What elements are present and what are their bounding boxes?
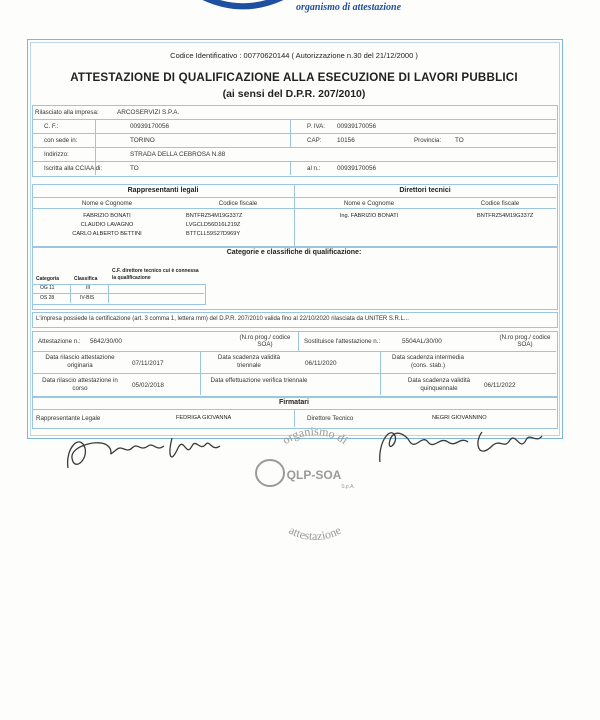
provincia-label: Provincia: [414,137,442,144]
table-row: OS 28 [40,295,55,301]
col-cf-direttore: C.F. direttore tecnico cui è connessa la qualificazione [112,268,199,281]
d4-value: 05/02/2018 [132,382,164,389]
cciaa-value: TO [130,165,139,172]
rappr-col-cf: Codice fiscale [218,200,258,207]
d1-label: Data rilascio attestazione originaria [45,354,115,369]
piva-label: P. IVA: [307,123,325,130]
d1-value: 07/11/2017 [132,360,164,367]
cf-label: C. F.: [44,123,59,130]
logo-text: organismo di attestazione [296,2,402,13]
dt-label: Direttore Tecnico [307,415,354,422]
table-row: IV-BIS [80,295,95,301]
d2-value: 06/11/2020 [305,360,337,367]
indirizzo-label: Indirizzo: [44,151,69,158]
categorie-heading: Categorie e classifiche di qualificazione: [226,249,362,256]
cf-value: 00939170056 [130,123,170,130]
nprog-label: (N.ro prog./ codice SOA) [239,334,291,348]
d5-label: Data effettuazione verifica triennale [210,377,308,384]
sost-value: 5504AL/30/00 [402,338,442,345]
codice-identificativo: Codice Identificativo : 00770620144 ( Autorizzazione n.30 del 21/12/2000 ) [170,51,418,60]
stamp-bottom-text: attestazione [286,522,344,544]
signature-rappresentante-icon [60,428,230,478]
stamp-sub-text: S.p.A. [341,484,355,490]
svg-text:organismo di [280,425,352,447]
dir-col-nome: Nome e Cognome [343,200,395,207]
d3-label: Data scadenza intermedia (cons. stab.) [392,354,464,369]
d2-label: Data scadenza validità triennale [217,354,281,369]
table-row: III [86,285,91,291]
rl-value: FEDRIGA GIOVANNA [176,415,232,421]
rilasciato-label: Rilasciato alla impresa: [35,109,99,116]
impresa-box [32,105,558,177]
table-row: BNTFRZ54M19G337Z [186,213,243,219]
cap-value: 10156 [337,137,355,144]
piva-value: 00939170056 [337,123,377,130]
aln-label: al n.: [307,165,321,172]
sost-label: Sostituisce l'attestazione n.: [304,338,381,345]
provincia-value: TO [455,137,464,144]
att-label: Attestazione n.: [38,338,81,345]
table-row: BTTCLL59S27D969Y [186,231,241,237]
cap-label: CAP: [307,137,322,144]
certificazione-text: L'impresa possiede la certificazione (art. 3 comma 1, lettera mm) del D.P.R. 207/2010 valida fino al 22/10/2020 rilasciata da UNITER S.R.L... [36,316,409,322]
document-subtitle: (ai sensi del D.P.R. 207/2010) [222,88,366,100]
table-row: OG 11 [40,285,55,291]
stamp-top-text: organismo di [279,425,351,448]
stamp-icon [250,425,380,545]
aln-value: 00939170056 [337,165,377,172]
stamp-center-text: QLP-SOA [286,468,342,482]
table-row: Ing. FABRIZIO BONATI [339,213,399,219]
d6-label: Data scadenza validità quinquennale [407,377,471,392]
dt-value: NEGRI GIOVANNINO [432,415,487,421]
cciaa-label: Iscritta alla CCIAA di: [44,165,103,172]
svg-text:attestazione [287,523,344,543]
d6-value: 06/11/2022 [484,382,516,389]
nprog2-label: (N.ro prog./ codice SOA) [499,334,551,348]
table-row: FABRIZIO BONATI [83,213,131,219]
firmatari-heading: Firmatari [279,399,309,406]
table-row: CLAUDIO LAVAGNO [80,222,134,228]
col-categoria: Categoria [36,276,60,282]
table-row: CARLO ALBERTO BETTINI [72,231,142,237]
sede-label: con sede in: [44,137,78,144]
rilasciato-value: ARCOSERVIZI S.P.A. [117,109,180,116]
d4-label: Data rilascio attestazione in corso [42,377,118,392]
signature-direttore-icon [370,420,550,470]
att-value: 5642/30/00 [90,338,122,345]
sede-value: TORINO [130,137,155,144]
rappresentanti-heading: Rappresentanti legali [127,187,199,194]
table-row: BNTFRZ54M19G337Z [477,213,534,219]
logo-icon [165,0,315,20]
col-classifica: Classifica [74,276,98,282]
direttori-heading: Direttori tecnici [399,187,451,194]
rappr-col-nome: Nome e Cognome [81,200,133,207]
table-row: LVGCLD56D16L219Z [186,222,241,228]
dir-col-cf: Codice fiscale [480,200,520,207]
indirizzo-value: STRADA DELLA CEBROSA N.88 [130,151,226,158]
categorie-table [32,284,206,305]
document-title: ATTESTAZIONE DI QUALIFICAZIONE ALLA ESECUZIONE DI LAVORI PUBBLICI [70,71,518,84]
rl-label: Rappresentante Legale [36,415,101,422]
